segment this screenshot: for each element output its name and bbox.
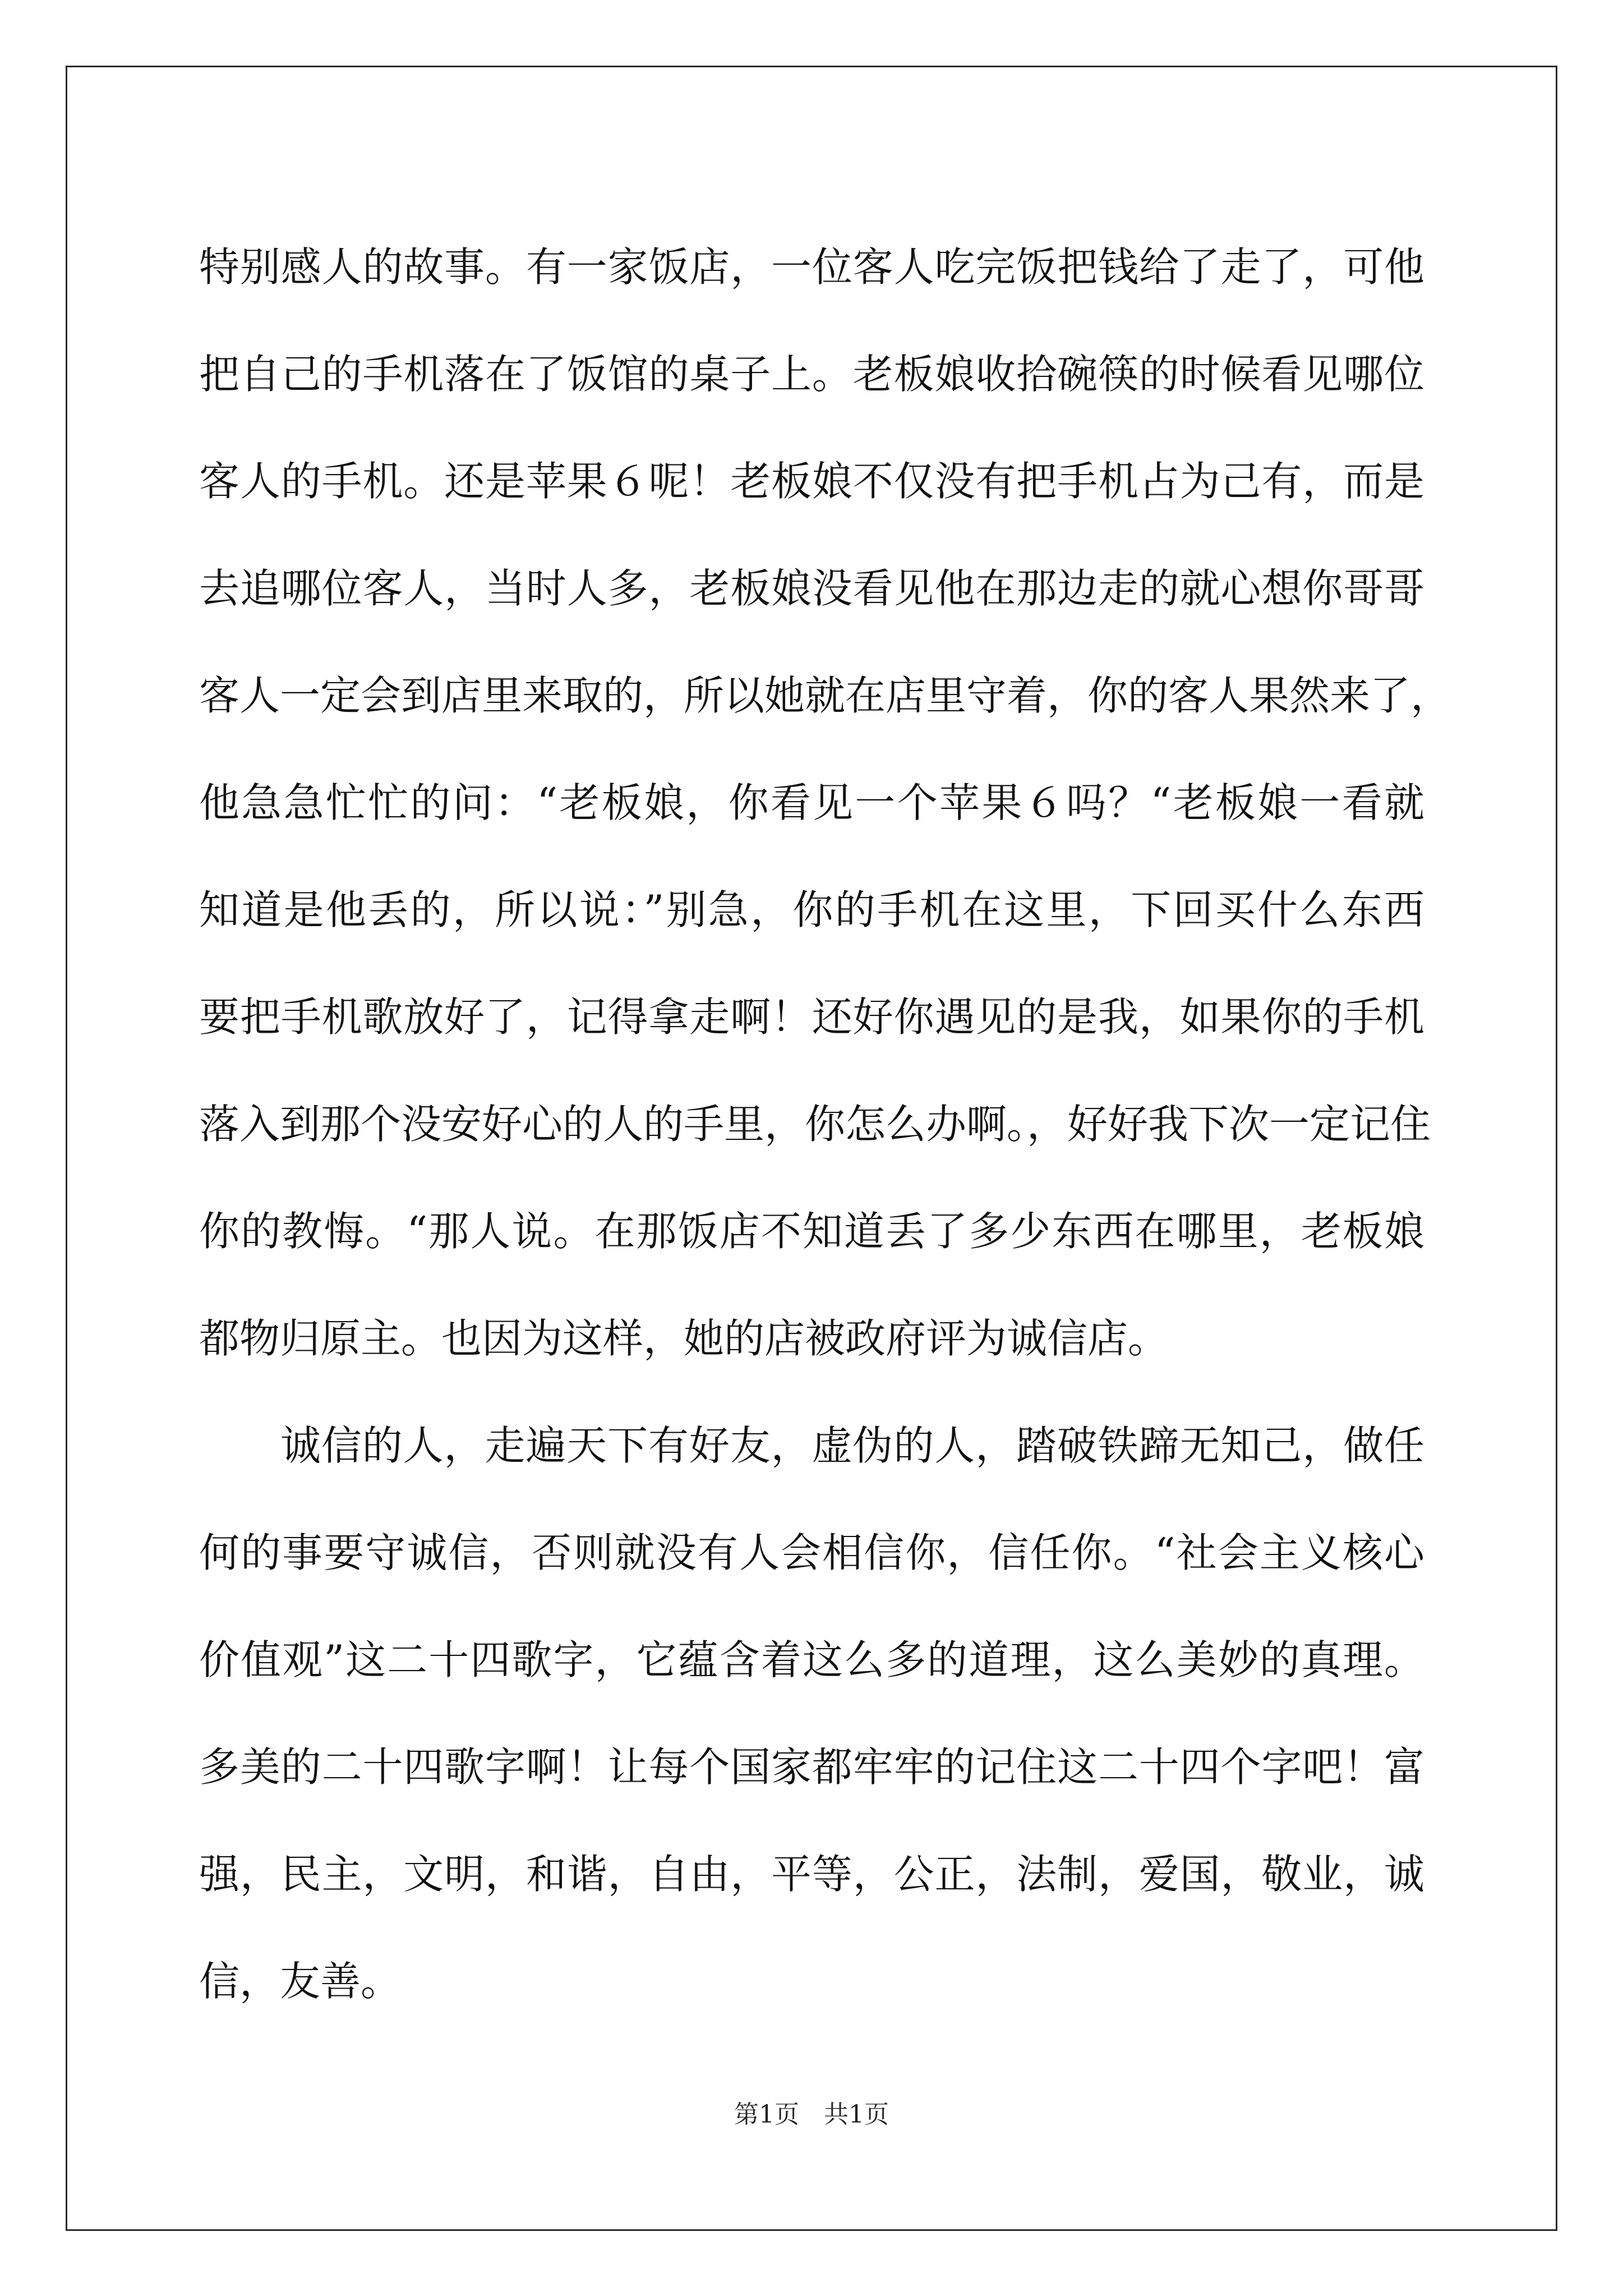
text-line: 客人一定会到店里来取的，所以她就在店里守着，你的客人果然来了， <box>199 672 1451 719</box>
text-line: 客人的手机。还是苹果６呢！老板娘不仅没有把手机占为己有，而是 <box>199 458 1424 505</box>
page-number-current: 第1页 <box>734 2100 799 2129</box>
text-line: 多美的二十四歌字啊！让每个国家都牢牢的记住这二十四个字吧！富 <box>199 1743 1424 1791</box>
text-line: 落入到那个没安好心的人的手里，你怎么办啊。，好好我下次一定记住 <box>199 1101 1431 1148</box>
text-line: 你的教悔。“那人说。在那饭店不知道丢了多少东西在哪里，老板娘 <box>199 1208 1424 1255</box>
text-line: 要把手机歌放好了，记得拿走啊！还好你遇见的是我，如果你的手机 <box>199 993 1424 1041</box>
text-line: 价值观”这二十四歌字，它蕴含着这么多的道理，这么美妙的真理。 <box>199 1636 1424 1683</box>
text-line-paragraph-start: 诚信的人，走遍天下有好友，虚伪的人，踏破铁蹄无知己，做任 <box>280 1422 1424 1469</box>
text-line: 都物归原主。也因为这样，她的店被政府评为诚信店。 <box>199 1315 1169 1362</box>
page-number-total: 共1页 <box>824 2100 889 2129</box>
text-line: 知道是他丢的，所以说：”别急，你的手机在这里，下回买什么东西 <box>199 886 1424 933</box>
document-body <box>199 214 1451 2035</box>
text-line: 特别感人的故事。有一家饭店，一位客人吃完饭把钱给了走了，可他 <box>199 243 1424 291</box>
text-line: 信，友善。 <box>199 1958 402 2005</box>
text-line: 把自己的手机落在了饭馆的桌子上。老板娘收拾碗筷的时候看见哪位 <box>199 351 1424 398</box>
text-line: 他急急忙忙的问：“老板娘，你看见一个苹果６吗？“老板娘一看就 <box>199 779 1424 826</box>
text-line: 何的事要守诚信，否则就没有人会相信你，信任你。“社会主义核心 <box>199 1529 1424 1576</box>
text-line: 强，民主，文明，和谐，自由，平等，公正，法制，爱国，敬业，诚 <box>199 1851 1424 1898</box>
text-line: 去追哪位客人，当时人多，老板娘没看见他在那边走的就心想你哥哥 <box>199 565 1424 612</box>
page-footer <box>0 2098 1623 2132</box>
